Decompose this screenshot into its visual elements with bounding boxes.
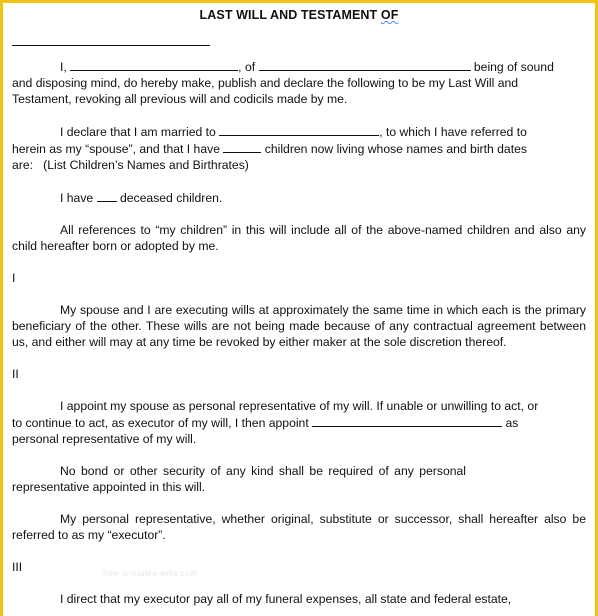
appoint-paragraph — [12, 398, 586, 447]
married-b: , to which I have referred to — [379, 125, 527, 139]
intro-of: , of — [238, 60, 256, 74]
spouse-paragraph: My spouse and I are executing wills at approximately the same time in which each is the primary beneficiary of the other. These wills are not being made because of any contractual agreement between us, and either will may at any time be revoked by either maker at the sole discretion thereof. — [12, 303, 586, 349]
appoint-line2b: as — [505, 416, 519, 430]
deceased-a: I have — [60, 191, 94, 205]
executor-paragraph: My personal representative, whether original, substitute or successor, shall hereafter also be referred to as my “executor”. — [12, 512, 586, 542]
document-title — [12, 7, 586, 23]
intro-line3: Testament, revoking all previous will and codicils made by me. — [12, 92, 348, 106]
title-of-word: OF — [380, 8, 399, 22]
intro-paragraph — [12, 58, 586, 107]
testator-name-blank — [12, 33, 586, 49]
intro-i: I, — [60, 60, 67, 74]
appoint-line2a: to continue to act, as executor of my will, I then appoint — [12, 416, 309, 430]
married-line3: are: (List Children’s Names and Birthrates) — [12, 158, 249, 172]
appoint-line1: I appoint my spouse as personal representative of my will. If unable or unwilling to act, or — [60, 399, 539, 413]
document-page — [3, 3, 595, 616]
deceased-b: deceased children. — [119, 191, 223, 205]
married-line2b: children now living whose names and birth dates — [264, 142, 527, 156]
married-paragraph — [12, 123, 586, 173]
appoint-line3: personal representative of my will. — [12, 432, 197, 446]
deceased-line — [12, 189, 586, 206]
intro-being: being of sound — [473, 60, 554, 74]
section-heading-3: III — [12, 560, 23, 574]
will-document — [12, 3, 586, 607]
married-line2a: herein as my “spouse”, and that I have — [12, 142, 220, 156]
watermark: free-printable-wills.com — [103, 569, 198, 578]
section-heading-1: I — [12, 271, 16, 285]
funeral-paragraph: I direct that my executor pay all of my funeral expenses, all state and federal estate, — [60, 592, 512, 606]
references-paragraph: All references to “my children” in this will include all of the above-named children and also any child hereafter born or adopted by me. — [12, 223, 586, 253]
section-heading-2: II — [12, 367, 19, 381]
intro-line2: and disposing mind, do hereby make, publish and declare the following to be my Last Will and — [12, 76, 519, 90]
title-text: LAST WILL AND TESTAMENT — [199, 8, 381, 22]
bond-paragraph: No bond or other security of any kind shall be required of any personal representative appointed in this will. — [12, 464, 466, 494]
married-a: I declare that I am married to — [60, 125, 216, 139]
